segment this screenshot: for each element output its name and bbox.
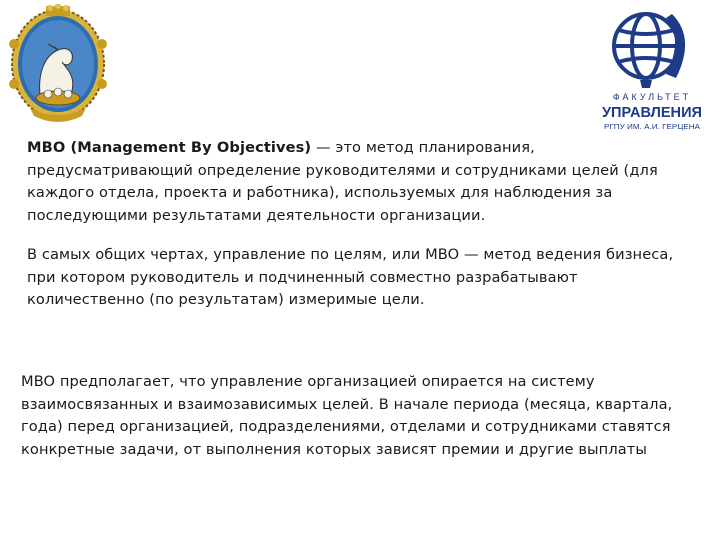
principle-paragraph: MBO предполагает, что управление организацией опирается на систему взаимосвязанных и взаимозависимых целей. В начале периода (месяца, квартала, года) перед организацией, подразделениями, отделами и сотрудниками ставятся конкретные задачи, от выполнения которых зависят премии и другие выплаты: [21, 373, 673, 458]
mbo-term: MBO (Management By Objectives): [27, 139, 312, 156]
definition-text: — это метод планирования, предусматривающий определение руководителями и сотрудниками целей (для каждого отдела, проекта и работника), используемых для наблюдения за последующими результатами деятельности организации.: [27, 139, 658, 224]
definition-paragraph: [27, 137, 677, 227]
faculty-logo: [596, 8, 708, 132]
summary-paragraph: В самых общих чертах, управление по целям, или MBO — метод ведения бизнеса, при котором руководитель и подчиненный совместно разрабатывают количественно (по результатам) измеримые цели.: [27, 246, 674, 308]
faculty-label: ФАКУЛЬТЕТ: [612, 92, 692, 102]
coat-of-arms-icon: [8, 4, 108, 122]
university-label: РГПУ ИМ. А.И. ГЕРЦЕНА: [604, 122, 700, 131]
globe-icon: [614, 14, 685, 88]
management-label: УПРАВЛЕНИЯ: [602, 104, 702, 121]
